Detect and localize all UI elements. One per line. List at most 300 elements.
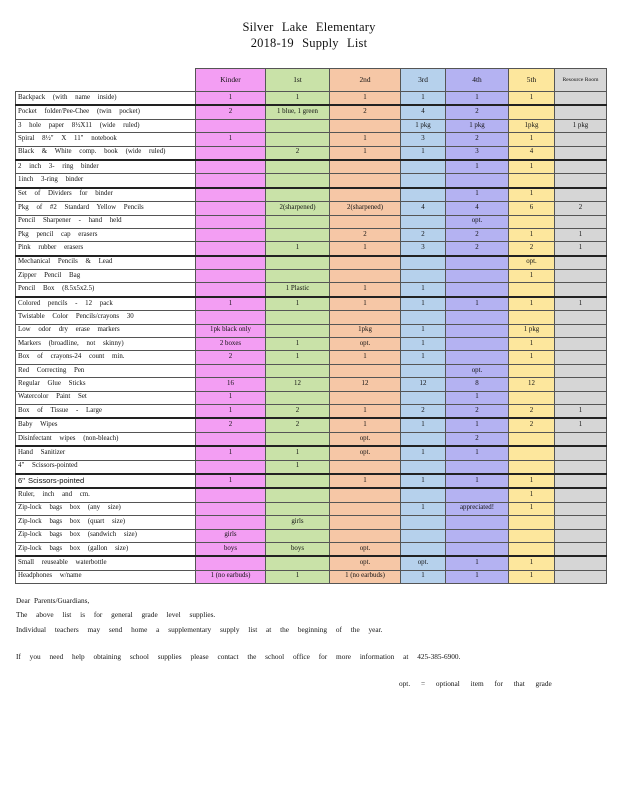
- quantity-cell: 1: [555, 404, 607, 418]
- quantity-cell: 2: [446, 133, 509, 146]
- quantity-cell: [330, 364, 401, 377]
- quantity-cell: [196, 119, 266, 132]
- quantity-cell: 1: [266, 242, 330, 256]
- table-row: [16, 391, 607, 404]
- supply-item-name: Pencil Box (8.5x5x2.5): [16, 283, 196, 297]
- quantity-cell: [266, 391, 330, 404]
- supply-item-name: Set of Dividers for binder: [16, 188, 196, 202]
- grade-header-row: [16, 69, 607, 92]
- table-row: [16, 92, 607, 106]
- quantity-cell: [555, 256, 607, 270]
- note-general: The above list is for general grade level supplies.: [16, 610, 216, 619]
- quantity-cell: [555, 174, 607, 188]
- quantity-cell: 6: [509, 202, 555, 215]
- supply-rows: [16, 92, 607, 584]
- note-contact: If you need help obtaining school supplies please contact the school office for more information at 425-385-6900.: [16, 652, 461, 661]
- quantity-cell: boys: [196, 542, 266, 556]
- quantity-cell: [555, 474, 607, 488]
- supply-item-name: Pocket folder/Pee-Chee (twin pocket): [16, 105, 196, 119]
- table-row: [16, 146, 607, 160]
- quantity-cell: [330, 256, 401, 270]
- quantity-cell: [196, 270, 266, 283]
- supply-item-name: Regular Glue Sticks: [16, 378, 196, 391]
- quantity-cell: 1: [330, 242, 401, 256]
- supply-item-name: Markers (broadline, not skinny): [16, 338, 196, 351]
- quantity-cell: [446, 516, 509, 529]
- quantity-cell: [555, 160, 607, 174]
- quantity-cell: [330, 460, 401, 474]
- quantity-cell: 1: [509, 502, 555, 515]
- supply-item-name: Disinfectant wipes (non-bleach): [16, 432, 196, 446]
- quantity-cell: [555, 364, 607, 377]
- page-title: Silver Lake Elementary: [242, 20, 376, 34]
- supply-item-name: Zipper Pencil Bag: [16, 270, 196, 283]
- quantity-cell: [196, 516, 266, 529]
- quantity-cell: 1: [446, 188, 509, 202]
- quantity-cell: [401, 542, 446, 556]
- grade-header-2nd: 2nd: [330, 69, 401, 92]
- quantity-cell: [555, 270, 607, 283]
- grade-header-4th: 4th: [446, 69, 509, 92]
- quantity-cell: [196, 160, 266, 174]
- supply-item-name: Black & White comp. book (wide ruled): [16, 146, 196, 160]
- quantity-cell: [446, 283, 509, 297]
- quantity-cell: [446, 351, 509, 364]
- table-row: [16, 488, 607, 502]
- supply-item-name: Hand Sanitizer: [16, 446, 196, 460]
- quantity-cell: 1: [509, 570, 555, 583]
- quantity-cell: [446, 174, 509, 188]
- quantity-cell: [266, 502, 330, 515]
- quantity-cell: 2: [509, 418, 555, 432]
- table-row: [16, 542, 607, 556]
- quantity-cell: [330, 529, 401, 542]
- quantity-cell: [401, 391, 446, 404]
- grade-header-1st: 1st: [266, 69, 330, 92]
- supply-item-name: Small reuseable waterbottle: [16, 556, 196, 570]
- quantity-cell: 1: [509, 92, 555, 106]
- quantity-cell: opt.: [401, 556, 446, 570]
- quantity-cell: [196, 488, 266, 502]
- quantity-cell: 2: [509, 404, 555, 418]
- table-row: [16, 270, 607, 283]
- quantity-cell: 1: [196, 474, 266, 488]
- quantity-cell: 2: [196, 105, 266, 119]
- quantity-cell: 1: [446, 556, 509, 570]
- quantity-cell: opt.: [330, 432, 401, 446]
- quantity-cell: appreciated!: [446, 502, 509, 515]
- quantity-cell: [555, 324, 607, 337]
- supply-item-name: 4" Scissors-pointed: [16, 460, 196, 474]
- quantity-cell: opt.: [330, 446, 401, 460]
- quantity-cell: [446, 311, 509, 324]
- quantity-cell: 1: [509, 351, 555, 364]
- grade-header-resource-room: Resource Room: [555, 69, 607, 92]
- quantity-cell: [446, 542, 509, 556]
- quantity-cell: 1: [509, 270, 555, 283]
- quantity-cell: 4: [509, 146, 555, 160]
- supply-item-name: Colored pencils - 12 pack: [16, 297, 196, 311]
- supply-item-name: Backpack (with name inside): [16, 92, 196, 106]
- quantity-cell: 1: [330, 146, 401, 160]
- quantity-cell: [266, 324, 330, 337]
- table-row: [16, 460, 607, 474]
- supply-item-name: Pkg of #2 Standard Yellow Pencils: [16, 202, 196, 215]
- quantity-cell: [509, 391, 555, 404]
- quantity-cell: 12: [266, 378, 330, 391]
- supply-item-name: 1inch 3-ring binder: [16, 174, 196, 188]
- quantity-cell: [330, 160, 401, 174]
- quantity-cell: [266, 215, 330, 228]
- quantity-cell: [555, 502, 607, 515]
- quantity-cell: 1: [330, 133, 401, 146]
- quantity-cell: [266, 188, 330, 202]
- quantity-cell: [196, 502, 266, 515]
- quantity-cell: [401, 516, 446, 529]
- quantity-cell: [509, 542, 555, 556]
- quantity-cell: [555, 133, 607, 146]
- supply-item-name: 2 inch 3- ring binder: [16, 160, 196, 174]
- quantity-cell: [555, 215, 607, 228]
- quantity-cell: 2: [266, 404, 330, 418]
- quantity-cell: 2 boxes: [196, 338, 266, 351]
- quantity-cell: 2: [446, 242, 509, 256]
- quantity-cell: 2: [446, 228, 509, 241]
- greeting: Dear Parents/Guardians,: [16, 596, 90, 605]
- quantity-cell: 1: [401, 297, 446, 311]
- table-row: [16, 160, 607, 174]
- quantity-cell: 2: [401, 228, 446, 241]
- quantity-cell: 2: [401, 404, 446, 418]
- quantity-cell: [401, 311, 446, 324]
- quantity-cell: [509, 446, 555, 460]
- quantity-cell: 2: [330, 228, 401, 241]
- quantity-cell: [446, 529, 509, 542]
- quantity-cell: [446, 338, 509, 351]
- quantity-cell: 2: [330, 105, 401, 119]
- quantity-cell: 1: [509, 188, 555, 202]
- header-spacer: [16, 69, 196, 92]
- quantity-cell: [196, 215, 266, 228]
- quantity-cell: 1: [446, 92, 509, 106]
- quantity-cell: 1pkg: [509, 119, 555, 132]
- quantity-cell: 1: [401, 324, 446, 337]
- quantity-cell: 2(sharpened): [266, 202, 330, 215]
- quantity-cell: 1: [446, 297, 509, 311]
- quantity-cell: 1: [401, 502, 446, 515]
- quantity-cell: [509, 215, 555, 228]
- quantity-cell: 2: [446, 105, 509, 119]
- quantity-cell: [509, 174, 555, 188]
- quantity-cell: 2(sharpened): [330, 202, 401, 215]
- quantity-cell: 2: [555, 202, 607, 215]
- quantity-cell: 1pkg: [330, 324, 401, 337]
- quantity-cell: [509, 364, 555, 377]
- quantity-cell: 1: [446, 391, 509, 404]
- quantity-cell: [401, 215, 446, 228]
- quantity-cell: opt.: [446, 364, 509, 377]
- table-row: [16, 133, 607, 146]
- quantity-cell: [509, 311, 555, 324]
- quantity-cell: [266, 256, 330, 270]
- quantity-cell: 1: [196, 404, 266, 418]
- quantity-cell: [196, 364, 266, 377]
- quantity-cell: 1: [401, 474, 446, 488]
- quantity-cell: [330, 502, 401, 515]
- quantity-cell: [555, 460, 607, 474]
- quantity-cell: [266, 228, 330, 241]
- quantity-cell: 12: [401, 378, 446, 391]
- quantity-cell: 1: [509, 474, 555, 488]
- quantity-cell: boys: [266, 542, 330, 556]
- quantity-cell: [555, 391, 607, 404]
- table-row: [16, 202, 607, 215]
- quantity-cell: [196, 556, 266, 570]
- note-supplementary: Individual teachers may send home a supplementary supply list at the beginning of the year.: [16, 625, 383, 634]
- table-row: [16, 283, 607, 297]
- supply-item-name: Spiral 8½" X 11" notebook: [16, 133, 196, 146]
- quantity-cell: opt.: [330, 556, 401, 570]
- quantity-cell: 1: [401, 92, 446, 106]
- quantity-cell: 1: [330, 283, 401, 297]
- grade-header-kinder: Kinder: [196, 69, 266, 92]
- quantity-cell: [401, 188, 446, 202]
- quantity-cell: 1: [196, 133, 266, 146]
- quantity-cell: [446, 256, 509, 270]
- quantity-cell: opt.: [509, 256, 555, 270]
- quantity-cell: [196, 228, 266, 241]
- quantity-cell: [330, 270, 401, 283]
- supply-item-name: Ruler, inch and cm.: [16, 488, 196, 502]
- quantity-cell: [196, 242, 266, 256]
- quantity-cell: [509, 460, 555, 474]
- quantity-cell: [401, 432, 446, 446]
- quantity-cell: 1: [330, 404, 401, 418]
- quantity-cell: 1: [266, 351, 330, 364]
- supply-item-name: Zip-lock bags box (gallon size): [16, 542, 196, 556]
- table-row: [16, 174, 607, 188]
- quantity-cell: 1: [196, 297, 266, 311]
- table-row: [16, 311, 607, 324]
- quantity-cell: [509, 432, 555, 446]
- quantity-cell: 1 (no earbuds): [196, 570, 266, 583]
- quantity-cell: 3: [401, 133, 446, 146]
- quantity-cell: 1: [330, 297, 401, 311]
- table-row: [16, 215, 607, 228]
- table-row: [16, 474, 607, 488]
- table-row: [16, 378, 607, 391]
- table-row: [16, 502, 607, 515]
- page-subtitle: 2018-19 Supply List: [250, 36, 368, 50]
- quantity-cell: 3: [446, 146, 509, 160]
- quantity-cell: [446, 460, 509, 474]
- table-row: [16, 529, 607, 542]
- supply-item-name: Zip-lock bags box (quart size): [16, 516, 196, 529]
- quantity-cell: 2: [446, 432, 509, 446]
- supply-item-name: Watercolor Paint Set: [16, 391, 196, 404]
- quantity-cell: [330, 188, 401, 202]
- supply-item-name: Baby Wipes: [16, 418, 196, 432]
- table-row: [16, 404, 607, 418]
- quantity-cell: 4: [401, 202, 446, 215]
- table-row: [16, 418, 607, 432]
- table-row: [16, 242, 607, 256]
- quantity-cell: 1: [401, 283, 446, 297]
- quantity-cell: 16: [196, 378, 266, 391]
- quantity-cell: [555, 542, 607, 556]
- quantity-cell: [555, 432, 607, 446]
- quantity-cell: girls: [196, 529, 266, 542]
- table-row: [16, 105, 607, 119]
- quantity-cell: 1: [555, 418, 607, 432]
- quantity-cell: 1: [266, 570, 330, 583]
- quantity-cell: 1: [401, 446, 446, 460]
- table-row: [16, 432, 607, 446]
- quantity-cell: [196, 460, 266, 474]
- table-row: [16, 364, 607, 377]
- quantity-cell: [266, 119, 330, 132]
- quantity-cell: 12: [330, 378, 401, 391]
- quantity-cell: [196, 146, 266, 160]
- quantity-cell: 1: [330, 418, 401, 432]
- quantity-cell: 2: [196, 351, 266, 364]
- quantity-cell: [266, 364, 330, 377]
- table-row: [16, 324, 607, 337]
- supply-item-name: Twistable Color Pencils/crayons 30: [16, 311, 196, 324]
- quantity-cell: [266, 133, 330, 146]
- quantity-cell: 1: [196, 446, 266, 460]
- quantity-cell: 1 Plastic: [266, 283, 330, 297]
- quantity-cell: [555, 488, 607, 502]
- quantity-cell: opt.: [446, 215, 509, 228]
- quantity-cell: [555, 283, 607, 297]
- quantity-cell: 1: [509, 160, 555, 174]
- quantity-cell: 1: [446, 418, 509, 432]
- quantity-cell: 2: [509, 242, 555, 256]
- quantity-cell: [555, 188, 607, 202]
- quantity-cell: 1: [401, 570, 446, 583]
- quantity-cell: 1: [196, 391, 266, 404]
- quantity-cell: [401, 488, 446, 502]
- quantity-cell: [555, 338, 607, 351]
- quantity-cell: [509, 283, 555, 297]
- quantity-cell: 1: [509, 297, 555, 311]
- quantity-cell: [555, 570, 607, 583]
- quantity-cell: [509, 516, 555, 529]
- quantity-cell: [266, 474, 330, 488]
- quantity-cell: 1: [266, 92, 330, 106]
- quantity-cell: 1: [446, 160, 509, 174]
- quantity-cell: 3: [401, 242, 446, 256]
- table-row: [16, 228, 607, 241]
- quantity-cell: 1 blue, 1 green: [266, 105, 330, 119]
- quantity-cell: 1: [401, 418, 446, 432]
- quantity-cell: [196, 432, 266, 446]
- quantity-cell: [401, 364, 446, 377]
- quantity-cell: 1: [266, 446, 330, 460]
- quantity-cell: 8: [446, 378, 509, 391]
- quantity-cell: [401, 160, 446, 174]
- quantity-cell: 1: [555, 242, 607, 256]
- quantity-cell: 4: [446, 202, 509, 215]
- quantity-cell: [555, 556, 607, 570]
- quantity-cell: [266, 311, 330, 324]
- table-row: [16, 351, 607, 364]
- quantity-cell: 12: [509, 378, 555, 391]
- quantity-cell: [330, 215, 401, 228]
- supply-table: [15, 68, 607, 584]
- quantity-cell: 1: [266, 460, 330, 474]
- quantity-cell: 1: [509, 228, 555, 241]
- quantity-cell: 2: [196, 418, 266, 432]
- quantity-cell: [555, 311, 607, 324]
- table-row: [16, 338, 607, 351]
- quantity-cell: 1: [446, 570, 509, 583]
- quantity-cell: [266, 270, 330, 283]
- quantity-cell: 1: [509, 133, 555, 146]
- supply-item-name: Box of Tissue - Large: [16, 404, 196, 418]
- quantity-cell: [555, 529, 607, 542]
- quantity-cell: [555, 446, 607, 460]
- quantity-cell: opt.: [330, 542, 401, 556]
- supply-item-name: Pink rubber erasers: [16, 242, 196, 256]
- quantity-cell: opt.: [330, 338, 401, 351]
- quantity-cell: [266, 174, 330, 188]
- quantity-cell: [401, 460, 446, 474]
- quantity-cell: [330, 488, 401, 502]
- quantity-cell: 1: [266, 338, 330, 351]
- quantity-cell: [196, 283, 266, 297]
- supply-item-name: Headphones w/name: [16, 570, 196, 583]
- quantity-cell: [196, 188, 266, 202]
- quantity-cell: [266, 432, 330, 446]
- supply-item-name: Box of crayons-24 count min.: [16, 351, 196, 364]
- quantity-cell: [330, 311, 401, 324]
- quantity-cell: 2: [266, 146, 330, 160]
- supply-item-name: 3 hole paper 8½X11 (wide ruled): [16, 119, 196, 132]
- table-row: [16, 570, 607, 583]
- legend-optional: opt. = optional item for that grade: [399, 679, 552, 688]
- quantity-cell: [401, 270, 446, 283]
- quantity-cell: 1: [330, 474, 401, 488]
- quantity-cell: 2: [266, 418, 330, 432]
- quantity-cell: [401, 529, 446, 542]
- table-row: [16, 119, 607, 132]
- quantity-cell: 1: [446, 474, 509, 488]
- quantity-cell: 1: [330, 92, 401, 106]
- quantity-cell: [196, 256, 266, 270]
- table-row: [16, 256, 607, 270]
- quantity-cell: [555, 146, 607, 160]
- table-row: [16, 446, 607, 460]
- table-row: [16, 556, 607, 570]
- table-row: [16, 297, 607, 311]
- quantity-cell: [266, 556, 330, 570]
- quantity-cell: 2: [446, 404, 509, 418]
- table-row: [16, 188, 607, 202]
- quantity-cell: [266, 529, 330, 542]
- quantity-cell: [555, 351, 607, 364]
- supply-item-name: Pencil Sharpener - hand held: [16, 215, 196, 228]
- quantity-cell: 1 pkg: [555, 119, 607, 132]
- quantity-cell: [266, 488, 330, 502]
- quantity-cell: [196, 174, 266, 188]
- quantity-cell: [330, 391, 401, 404]
- quantity-cell: 1: [266, 297, 330, 311]
- quantity-cell: [196, 202, 266, 215]
- quantity-cell: [509, 105, 555, 119]
- supply-item-name: Red Correcting Pen: [16, 364, 196, 377]
